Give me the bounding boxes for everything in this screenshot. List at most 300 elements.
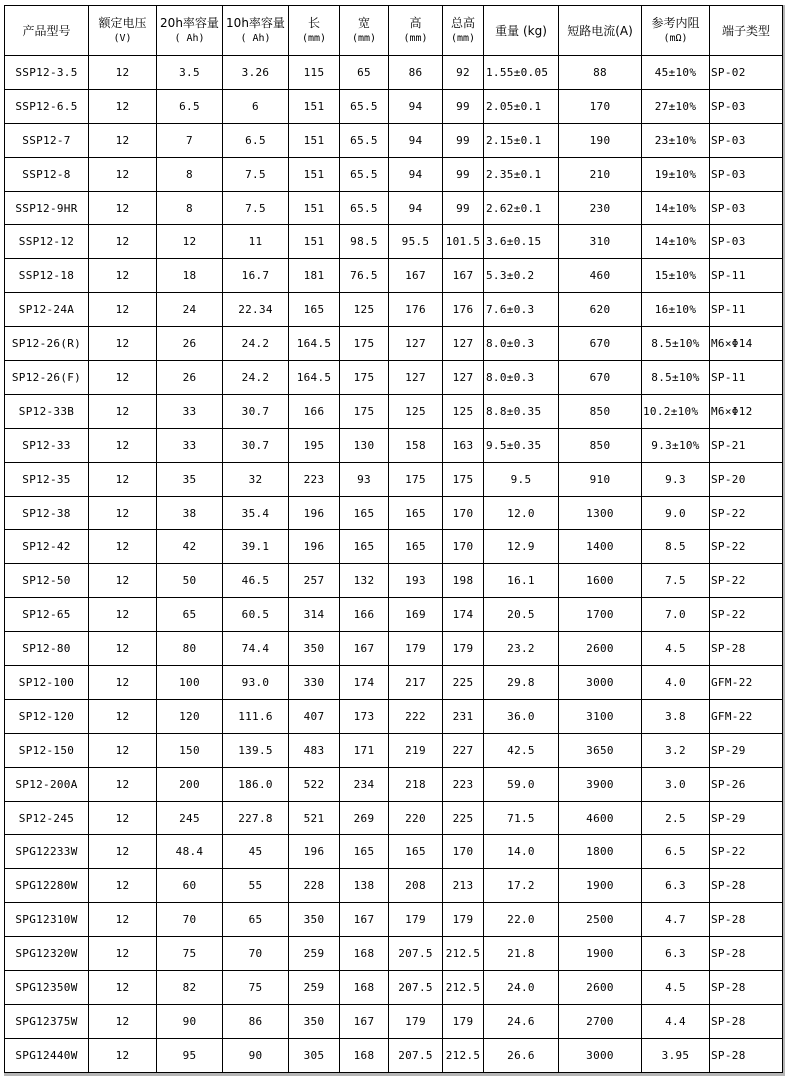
table-cell: SP12-33B — [5, 394, 89, 428]
table-cell: 127 — [389, 361, 443, 395]
table-cell: SP12-80 — [5, 632, 89, 666]
table-cell: 8.0±0.3 — [484, 327, 559, 361]
table-cell: 8.5±10% — [642, 327, 710, 361]
table-cell: SSP12-9HR — [5, 191, 89, 225]
table-cell: 9.5±0.35 — [484, 428, 559, 462]
table-cell: 4.0 — [642, 666, 710, 700]
table-cell: SP12-100 — [5, 666, 89, 700]
table-cell: 169 — [389, 598, 443, 632]
table-cell: SP-11 — [710, 293, 783, 327]
table-cell: SP-02 — [710, 56, 783, 90]
table-cell: 12 — [89, 327, 157, 361]
table-cell: 174 — [340, 666, 389, 700]
table-cell: 12 — [89, 666, 157, 700]
table-row — [5, 971, 783, 1005]
table-cell: SP12-33 — [5, 428, 89, 462]
table-cell: 179 — [389, 903, 443, 937]
table-cell: SP-28 — [710, 1038, 783, 1072]
table-cell: 213 — [443, 869, 484, 903]
table-cell: 12 — [89, 564, 157, 598]
table-cell: 168 — [340, 937, 389, 971]
table-cell: 50 — [157, 564, 223, 598]
table-cell: SP-03 — [710, 123, 783, 157]
table-cell: 196 — [289, 496, 340, 530]
table-row — [5, 801, 783, 835]
table-cell: 8.8±0.35 — [484, 394, 559, 428]
column-header — [389, 6, 443, 56]
table-cell: SP-28 — [710, 903, 783, 937]
table-cell: SSP12-12 — [5, 225, 89, 259]
table-cell: SP12-35 — [5, 462, 89, 496]
table-cell: 227 — [443, 733, 484, 767]
column-header-unit: ( Ah) — [174, 32, 205, 44]
table-cell: 12 — [89, 428, 157, 462]
table-cell: 12 — [89, 496, 157, 530]
table-cell: 17.2 — [484, 869, 559, 903]
table-cell: 99 — [443, 123, 484, 157]
table-cell: 170 — [443, 496, 484, 530]
table-cell: 12 — [89, 767, 157, 801]
table-row — [5, 767, 783, 801]
table-cell: 170 — [443, 530, 484, 564]
table-cell: 95 — [157, 1038, 223, 1072]
table-cell: SP-28 — [710, 937, 783, 971]
table-cell: 125 — [340, 293, 389, 327]
table-cell: 167 — [389, 259, 443, 293]
table-cell: 9.3±10% — [642, 428, 710, 462]
table-cell: SP-22 — [710, 598, 783, 632]
table-cell: 1400 — [559, 530, 642, 564]
table-cell: 23±10% — [642, 123, 710, 157]
table-cell: 350 — [289, 632, 340, 666]
table-row — [5, 869, 783, 903]
table-cell: 2500 — [559, 903, 642, 937]
table-cell: 164.5 — [289, 361, 340, 395]
table-cell: SPG12375W — [5, 1004, 89, 1038]
table-cell: 12 — [89, 699, 157, 733]
table-cell: 198 — [443, 564, 484, 598]
table-cell: GFM-22 — [710, 666, 783, 700]
table-row — [5, 462, 783, 496]
table-cell: 208 — [389, 869, 443, 903]
table-cell: 460 — [559, 259, 642, 293]
table-cell: 33 — [157, 394, 223, 428]
table-cell: 3.6±0.15 — [484, 225, 559, 259]
table-cell: 850 — [559, 394, 642, 428]
table-cell: 522 — [289, 767, 340, 801]
table-cell: 42.5 — [484, 733, 559, 767]
table-row — [5, 157, 783, 191]
table-cell: 7.5 — [642, 564, 710, 598]
table-row — [5, 394, 783, 428]
table-cell: 9.0 — [642, 496, 710, 530]
table-cell: 100 — [157, 666, 223, 700]
table-cell: 4.5 — [642, 632, 710, 666]
table-cell: 12 — [89, 462, 157, 496]
table-cell: 30.7 — [223, 428, 289, 462]
table-cell: 14±10% — [642, 191, 710, 225]
table-row — [5, 530, 783, 564]
table-cell: M6×Φ12 — [710, 394, 783, 428]
table-cell: 175 — [340, 327, 389, 361]
table-cell: 207.5 — [389, 1038, 443, 1072]
table-cell: 70 — [223, 937, 289, 971]
table-cell: 259 — [289, 937, 340, 971]
table-cell: SP-26 — [710, 767, 783, 801]
table-cell: 88 — [559, 56, 642, 90]
table-cell: SP12-26(F) — [5, 361, 89, 395]
table-cell: 3650 — [559, 733, 642, 767]
table-cell: 60.5 — [223, 598, 289, 632]
table-cell: 86 — [223, 1004, 289, 1038]
table-cell: SP-03 — [710, 225, 783, 259]
table-cell: 3000 — [559, 1038, 642, 1072]
table-cell: 12 — [89, 89, 157, 123]
table-cell: 12 — [89, 1004, 157, 1038]
table-cell: 12 — [89, 937, 157, 971]
table-cell: 2700 — [559, 1004, 642, 1038]
table-cell: 4.5 — [642, 971, 710, 1005]
table-cell: 132 — [340, 564, 389, 598]
table-cell: 12.0 — [484, 496, 559, 530]
table-cell: 59.0 — [484, 767, 559, 801]
table-cell: 245 — [157, 801, 223, 835]
table-cell: 165 — [289, 293, 340, 327]
table-cell: 3.8 — [642, 699, 710, 733]
table-cell: 207.5 — [389, 971, 443, 1005]
table-cell: 179 — [443, 903, 484, 937]
table-body — [5, 56, 783, 1073]
table-cell: 6 — [223, 89, 289, 123]
column-header — [559, 6, 642, 56]
table-row — [5, 937, 783, 971]
table-cell: 217 — [389, 666, 443, 700]
table-cell: 151 — [289, 191, 340, 225]
table-cell: 212.5 — [443, 1038, 484, 1072]
column-header — [289, 6, 340, 56]
column-header — [223, 6, 289, 56]
column-header — [484, 6, 559, 56]
table-cell: 35.4 — [223, 496, 289, 530]
table-row — [5, 598, 783, 632]
column-header-label: 参考内阻 — [651, 15, 700, 30]
table-cell: 24.0 — [484, 971, 559, 1005]
table-cell: SP12-24A — [5, 293, 89, 327]
table-cell: SPG12320W — [5, 937, 89, 971]
table-cell: 212.5 — [443, 971, 484, 1005]
table-cell: SP-11 — [710, 259, 783, 293]
table-cell: SP12-42 — [5, 530, 89, 564]
table-cell: 20.5 — [484, 598, 559, 632]
table-cell: SPG12310W — [5, 903, 89, 937]
table-cell: 22.0 — [484, 903, 559, 937]
table-cell: SP-28 — [710, 632, 783, 666]
table-cell: 230 — [559, 191, 642, 225]
table-cell: 164.5 — [289, 327, 340, 361]
table-cell: 175 — [443, 462, 484, 496]
table-cell: 151 — [289, 123, 340, 157]
table-cell: 27±10% — [642, 89, 710, 123]
table-cell: 65.5 — [340, 191, 389, 225]
table-cell: 24.6 — [484, 1004, 559, 1038]
table-cell: 7.0 — [642, 598, 710, 632]
column-header-unit: (V) — [113, 32, 132, 44]
table-cell: 8 — [157, 191, 223, 225]
table-cell: 12.9 — [484, 530, 559, 564]
table-cell: 12 — [89, 869, 157, 903]
table-cell: SP-29 — [710, 733, 783, 767]
table-cell: 167 — [340, 903, 389, 937]
table-cell: 30.7 — [223, 394, 289, 428]
table-cell: 257 — [289, 564, 340, 598]
column-header-unit: ( Ah) — [240, 32, 271, 44]
table-cell: 4.7 — [642, 903, 710, 937]
table-cell: 24.2 — [223, 327, 289, 361]
table-cell: 125 — [389, 394, 443, 428]
table-cell: 179 — [443, 632, 484, 666]
table-cell: 48.4 — [157, 835, 223, 869]
table-cell: GFM-22 — [710, 699, 783, 733]
table-cell: 167 — [443, 259, 484, 293]
table-cell: 8.5±10% — [642, 361, 710, 395]
table-row — [5, 56, 783, 90]
table-cell: 165 — [340, 496, 389, 530]
table-cell: 6.3 — [642, 937, 710, 971]
table-cell: 6.5 — [223, 123, 289, 157]
table-cell: 193 — [389, 564, 443, 598]
table-row — [5, 835, 783, 869]
table-cell: SP-28 — [710, 869, 783, 903]
table-cell: 93 — [340, 462, 389, 496]
table-cell: 207.5 — [389, 937, 443, 971]
table-cell: 2.35±0.1 — [484, 157, 559, 191]
table-cell: 24.2 — [223, 361, 289, 395]
table-cell: 120 — [157, 699, 223, 733]
table-cell: 24 — [157, 293, 223, 327]
table-cell: 60 — [157, 869, 223, 903]
table-cell: 94 — [389, 89, 443, 123]
table-cell: 181 — [289, 259, 340, 293]
table-cell: SP12-50 — [5, 564, 89, 598]
table-cell: 4600 — [559, 801, 642, 835]
table-row — [5, 259, 783, 293]
table-cell: 12 — [89, 971, 157, 1005]
table-cell: 35 — [157, 462, 223, 496]
table-cell: 225 — [443, 666, 484, 700]
table-cell: 2.62±0.1 — [484, 191, 559, 225]
table-cell: 1.55±0.05 — [484, 56, 559, 90]
table-cell: 3.5 — [157, 56, 223, 90]
header-row — [5, 6, 783, 56]
column-header-label: 端子类型 — [721, 23, 770, 38]
table-cell: 1900 — [559, 869, 642, 903]
table-cell: SP-22 — [710, 835, 783, 869]
table-cell: 65 — [223, 903, 289, 937]
column-header-label: 20h率容量 — [160, 15, 219, 30]
table-cell: SP12-26(R) — [5, 327, 89, 361]
column-header — [5, 6, 89, 56]
table-cell: 12 — [89, 225, 157, 259]
table-cell: 163 — [443, 428, 484, 462]
table-cell: 6.5 — [157, 89, 223, 123]
table-row — [5, 733, 783, 767]
table-cell: 167 — [340, 1004, 389, 1038]
table-cell: 350 — [289, 903, 340, 937]
table-cell: 45±10% — [642, 56, 710, 90]
table-cell: 6.5 — [642, 835, 710, 869]
table-cell: 9.5 — [484, 462, 559, 496]
table-cell: 168 — [340, 971, 389, 1005]
table-cell: SP-22 — [710, 564, 783, 598]
table-cell: 167 — [340, 632, 389, 666]
table-cell: 65 — [340, 56, 389, 90]
table-cell: 14.0 — [484, 835, 559, 869]
table-cell: 16.1 — [484, 564, 559, 598]
table-cell: 7 — [157, 123, 223, 157]
table-cell: 166 — [340, 598, 389, 632]
table-cell: 175 — [340, 361, 389, 395]
table-cell: 130 — [340, 428, 389, 462]
column-header — [443, 6, 484, 56]
table-cell: 407 — [289, 699, 340, 733]
column-header-label: 长 — [307, 15, 320, 30]
table-row — [5, 89, 783, 123]
table-cell: 3.26 — [223, 56, 289, 90]
table-cell: 186.0 — [223, 767, 289, 801]
table-cell: 92 — [443, 56, 484, 90]
table-cell: 620 — [559, 293, 642, 327]
table-row — [5, 699, 783, 733]
table-cell: 11 — [223, 225, 289, 259]
table-cell: 65.5 — [340, 157, 389, 191]
table-cell: 12 — [89, 598, 157, 632]
table-cell: 305 — [289, 1038, 340, 1072]
table-cell: 71.5 — [484, 801, 559, 835]
table-cell: 1300 — [559, 496, 642, 530]
table-cell: SPG12233W — [5, 835, 89, 869]
table-cell: SP12-120 — [5, 699, 89, 733]
table-cell: 210 — [559, 157, 642, 191]
table-cell: 219 — [389, 733, 443, 767]
table-row — [5, 632, 783, 666]
table-cell: 670 — [559, 327, 642, 361]
table-cell: 99 — [443, 191, 484, 225]
table-cell: 127 — [389, 327, 443, 361]
table-cell: 93.0 — [223, 666, 289, 700]
table-cell: 158 — [389, 428, 443, 462]
table-cell: 4.4 — [642, 1004, 710, 1038]
table-cell: 3.95 — [642, 1038, 710, 1072]
column-header — [157, 6, 223, 56]
table-cell: 9.3 — [642, 462, 710, 496]
table-cell: SP-28 — [710, 1004, 783, 1038]
table-cell: 94 — [389, 191, 443, 225]
table-cell: 12 — [89, 1038, 157, 1072]
table-cell: SP-22 — [710, 530, 783, 564]
table-cell: 150 — [157, 733, 223, 767]
column-header-label: 额定电压 — [98, 15, 147, 30]
table-cell: 3000 — [559, 666, 642, 700]
table-row — [5, 1038, 783, 1072]
table-cell: SP-11 — [710, 361, 783, 395]
table-cell: 12 — [89, 733, 157, 767]
table-cell: 310 — [559, 225, 642, 259]
table-cell: 483 — [289, 733, 340, 767]
table-cell: 82 — [157, 971, 223, 1005]
table-cell: 218 — [389, 767, 443, 801]
table-cell: 76.5 — [340, 259, 389, 293]
table-cell: 10.2±10% — [642, 394, 710, 428]
table-cell: M6×Φ14 — [710, 327, 783, 361]
table-cell: 8.0±0.3 — [484, 361, 559, 395]
table-cell: 269 — [340, 801, 389, 835]
table-cell: 170 — [559, 89, 642, 123]
table-cell: 26 — [157, 361, 223, 395]
table-cell: 196 — [289, 530, 340, 564]
table-cell: 65 — [157, 598, 223, 632]
table-cell: SP-29 — [710, 801, 783, 835]
table-cell: 115 — [289, 56, 340, 90]
table-cell: 1900 — [559, 937, 642, 971]
table-cell: 171 — [340, 733, 389, 767]
table-cell: 15±10% — [642, 259, 710, 293]
table-cell: 98.5 — [340, 225, 389, 259]
table-cell: 139.5 — [223, 733, 289, 767]
table-row — [5, 1004, 783, 1038]
table-cell: 12 — [89, 123, 157, 157]
table-cell: 165 — [340, 835, 389, 869]
column-header — [642, 6, 710, 56]
table-cell: 176 — [443, 293, 484, 327]
table-cell: 42 — [157, 530, 223, 564]
table-cell: SSP12-18 — [5, 259, 89, 293]
table-cell: 850 — [559, 428, 642, 462]
table-cell: 99 — [443, 89, 484, 123]
table-cell: 7.6±0.3 — [484, 293, 559, 327]
table-cell: SP-22 — [710, 496, 783, 530]
table-cell: 176 — [389, 293, 443, 327]
table-cell: SP-03 — [710, 191, 783, 225]
table-cell: 151 — [289, 89, 340, 123]
column-header — [710, 6, 783, 56]
table-cell: 190 — [559, 123, 642, 157]
table-row — [5, 327, 783, 361]
table-cell: 6.3 — [642, 869, 710, 903]
table-cell: SP-03 — [710, 89, 783, 123]
table-cell: SSP12-6.5 — [5, 89, 89, 123]
table-cell: 101.5 — [443, 225, 484, 259]
table-cell: 2.15±0.1 — [484, 123, 559, 157]
column-header-unit: (mm) — [450, 32, 476, 44]
table-row — [5, 428, 783, 462]
table-cell: 234 — [340, 767, 389, 801]
column-header-label: 产品型号 — [22, 23, 71, 38]
table-cell: SPG12350W — [5, 971, 89, 1005]
table-cell: 111.6 — [223, 699, 289, 733]
table-cell: 12 — [89, 801, 157, 835]
table-cell: 46.5 — [223, 564, 289, 598]
table-cell: 227.8 — [223, 801, 289, 835]
table-cell: 166 — [289, 394, 340, 428]
column-header-unit: (mΩ) — [663, 32, 688, 44]
table-cell: 16.7 — [223, 259, 289, 293]
table-cell: 231 — [443, 699, 484, 733]
table-cell: 223 — [289, 462, 340, 496]
table-row — [5, 361, 783, 395]
table-cell: 75 — [157, 937, 223, 971]
table-cell: 12 — [89, 191, 157, 225]
table-cell: 23.2 — [484, 632, 559, 666]
